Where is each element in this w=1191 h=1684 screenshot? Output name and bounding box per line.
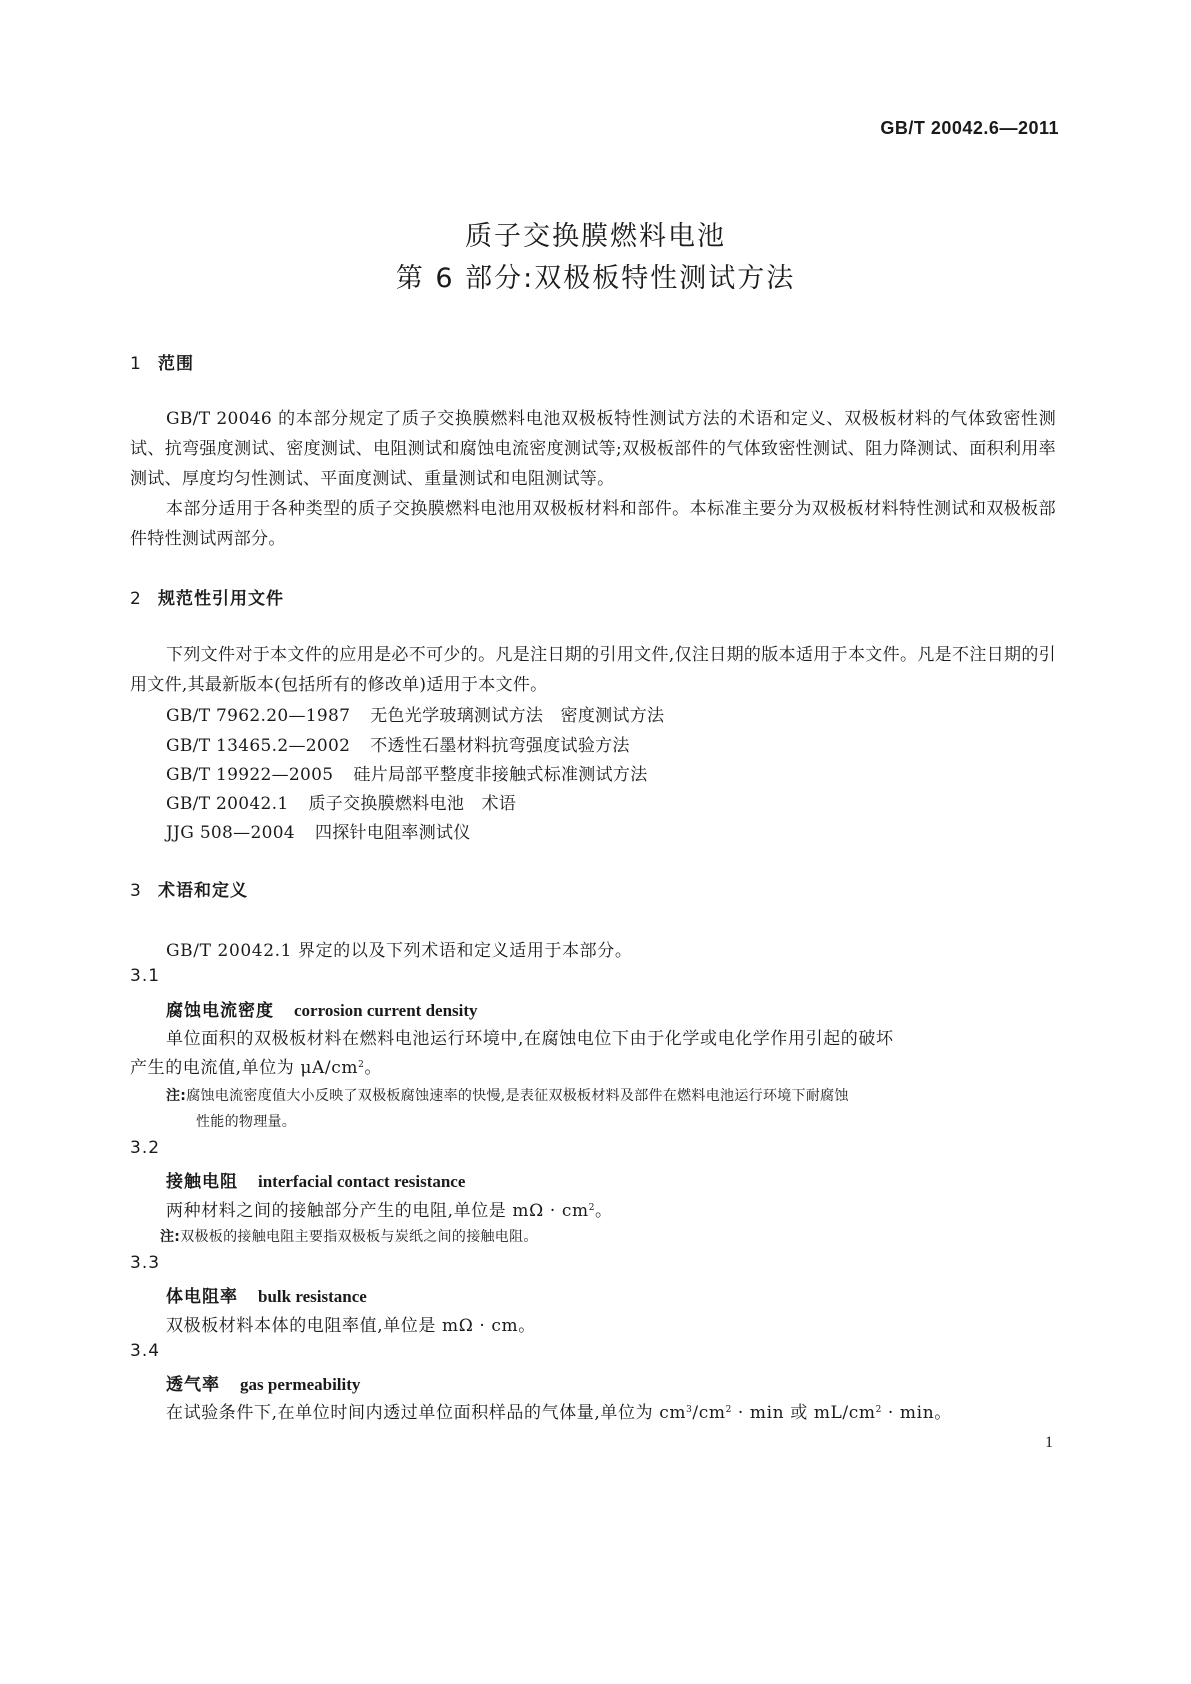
reference-code: GB/T 20042.1: [166, 794, 289, 814]
reference-item: [166, 789, 516, 814]
term-definition: [166, 1196, 613, 1221]
section-title: 规范性引用文件: [158, 589, 284, 609]
term-chinese: 体电阻率: [166, 1287, 238, 1307]
superscript: 2: [358, 1060, 365, 1070]
term-note-continued: [166, 1111, 296, 1131]
definition-end: 。: [364, 1058, 383, 1078]
term-definition: 单位面积的双极板材料在燃料电池运行环境中,在腐蚀电位下由于化学或电化学作用引起的破坏: [166, 1029, 894, 1049]
term-english: corrosion current density: [294, 1001, 478, 1020]
section-3-intro: GB/T 20042.1 界定的以及下列术语和定义适用于本部分。: [166, 941, 633, 961]
term-number: 3.3: [130, 1253, 161, 1273]
term-number: 3.1: [130, 966, 161, 986]
section-3-heading: [130, 876, 248, 901]
term-heading: [166, 1370, 360, 1395]
term-english: gas permeability: [240, 1375, 361, 1394]
definition-text: · min 或 mL/cm: [731, 1403, 876, 1423]
note-text: 腐蚀电流密度值大小反映了双极板腐蚀速率的快慢,是表征双极板材料及部件在燃料电池运行环境下耐腐蚀: [186, 1088, 849, 1104]
note-text: 性能的物理量。: [196, 1114, 297, 1130]
section-1-paragraph-2: 本部分适用于各种类型的质子交换膜燃料电池用双极板材料和部件。本标准主要分为双极板材料特性测试和双极板部件特性测试两部分。: [130, 499, 1056, 549]
term-definition: [166, 1398, 952, 1423]
term-definition: [130, 1053, 382, 1078]
page-number: 1: [1045, 1434, 1053, 1451]
reference-code: GB/T 19922—2005: [166, 765, 334, 785]
term-chinese: 接触电阻: [166, 1172, 238, 1192]
section-number: 2: [130, 589, 142, 609]
section-title: 范围: [158, 354, 194, 374]
superscript: 2: [875, 1405, 882, 1415]
reference-title: 四探针电阻率测试仪: [314, 823, 471, 843]
reference-code: GB/T 13465.2—2002: [166, 736, 351, 756]
section-number: 3: [130, 881, 142, 901]
section-1-heading: [130, 349, 194, 374]
term-heading: [166, 1167, 465, 1192]
reference-item: [166, 731, 630, 756]
document-title-line1: 质子交换膜燃料电池: [465, 221, 726, 252]
term-heading: [166, 1282, 367, 1307]
definition-text: 两种材料之间的接触部分产生的电阻,单位是 mΩ · cm: [166, 1201, 589, 1221]
reference-title: 硅片局部平整度非接触式标准测试方法: [353, 765, 648, 785]
term-note: [160, 1226, 538, 1246]
reference-title: 质子交换膜燃料电池 术语: [308, 794, 517, 814]
reference-title: 不透性石墨材料抗弯强度试验方法: [370, 736, 630, 756]
section-2-paragraph-1: 下列文件对于本文件的应用是必不可少的。凡是注日期的引用文件,仅注日期的版本适用于本文件。凡是不注日期的引用文件,其最新版本(包括所有的修改单)适用于本文件。: [130, 645, 1056, 695]
reference-title: 无色光学玻璃测试方法 密度测试方法: [370, 706, 665, 726]
superscript: 3: [686, 1405, 693, 1415]
document-title-line2: 第 6 部分:双极板特性测试方法: [395, 263, 796, 294]
standard-number: GB/T 20042.6—2011: [880, 118, 1059, 138]
term-english: interfacial contact resistance: [258, 1172, 466, 1191]
superscript: 2: [588, 1203, 596, 1213]
term-chinese: 腐蚀电流密度: [166, 1001, 274, 1021]
reference-code: JJG 508—2004: [166, 823, 295, 843]
term-english: bulk resistance: [258, 1287, 367, 1306]
section-2-heading: [130, 584, 284, 609]
section-number: 1: [130, 354, 142, 374]
reference-code: GB/T 7962.20—1987: [166, 706, 351, 726]
section-title: 术语和定义: [158, 881, 248, 901]
term-number: 3.2: [130, 1138, 161, 1158]
definition-text: /cm: [692, 1403, 726, 1423]
term-heading: [166, 996, 478, 1021]
reference-item: [166, 760, 648, 785]
note-label: 注:: [166, 1088, 187, 1104]
note-label: 注:: [160, 1229, 181, 1245]
definition-text: 在试验条件下,在单位时间内透过单位面积样品的气体量,单位为 cm: [166, 1403, 687, 1423]
term-number: 3.4: [130, 1341, 161, 1361]
term-definition: 双极板材料本体的电阻率值,单位是 mΩ · cm。: [166, 1316, 536, 1336]
definition-text: · min。: [881, 1403, 952, 1423]
superscript: 2: [725, 1405, 732, 1415]
reference-item: [166, 818, 471, 843]
note-text: 双极板的接触电阻主要指双极板与炭纸之间的接触电阻。: [180, 1229, 538, 1245]
definition-text: 产生的电流值,单位为 μA/cm: [130, 1058, 359, 1078]
reference-item: [166, 701, 664, 726]
section-1-paragraph-1: GB/T 20046 的本部分规定了质子交换膜燃料电池双极板特性测试方法的术语和定义、双极板材料的气体致密性测试、抗弯强度测试、密度测试、电阻测试和腐蚀电流密度测试等;双极板部件的气体致密性测试、阻力降测试、面积利用率测试、厚度均匀性测试、平面度测试、重量测试和电阻测试等。: [130, 409, 1056, 489]
term-note: [166, 1085, 849, 1105]
definition-end: 。: [595, 1201, 613, 1221]
term-chinese: 透气率: [166, 1375, 220, 1395]
